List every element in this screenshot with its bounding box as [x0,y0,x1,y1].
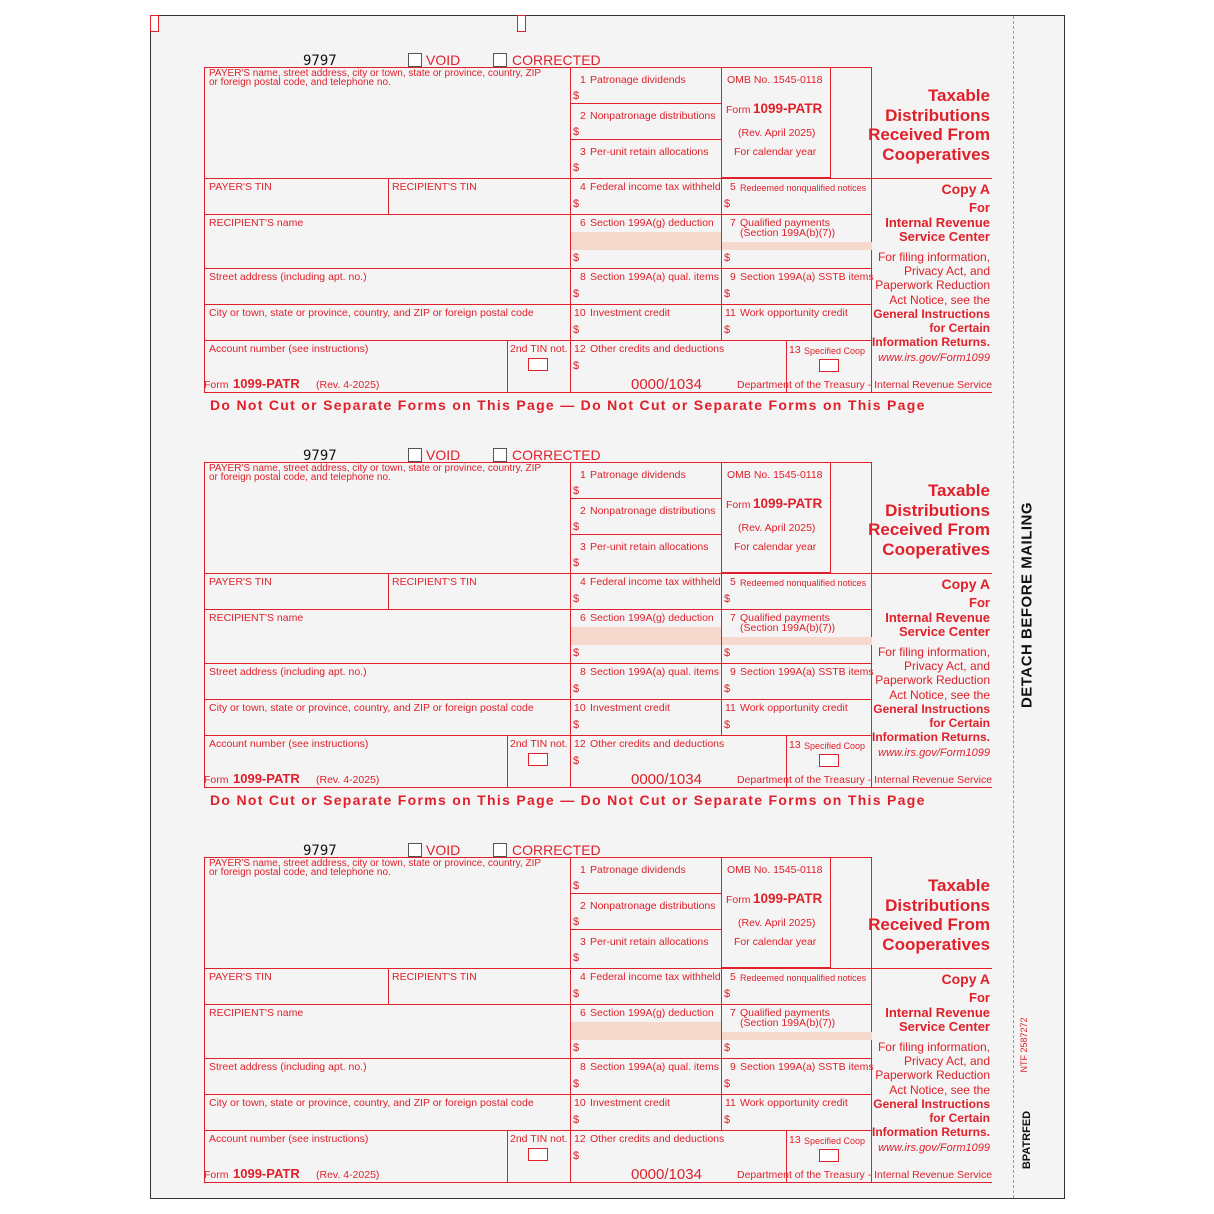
footer-code: 0000/1034 [631,1166,702,1183]
form-title: Taxable Distributions Received From Cooperatives [868,86,990,164]
box6-number: 6 [580,612,586,624]
box10-dollar[interactable]: $ [573,324,580,336]
void-label: VOID [426,447,461,463]
box13-checkbox[interactable] [819,359,839,372]
box11-label: Work opportunity credit [740,1097,848,1109]
box7-dollar[interactable]: $ [724,252,731,264]
box13-number: 13 [789,344,801,356]
footer-department: Department of the Treasury - Internal Revenue Service [737,774,993,786]
box6-number: 6 [580,1007,586,1019]
box10-number: 10 [574,702,586,714]
rev-date: (Rev. April 2025) [738,127,816,139]
box8-number: 8 [580,271,586,283]
footer-form-name: 1099-PATR [233,771,300,786]
box6-dollar[interactable]: $ [573,1042,580,1054]
form-code: BPATRFED [1021,1110,1033,1170]
calendar-year-label: For calendar year [734,146,817,158]
box8-dollar[interactable]: $ [573,683,580,695]
recipient-name-field[interactable] [206,1021,568,1057]
payer-tin-label: PAYER'S TIN [209,181,272,193]
street-address-label: Street address (including apt. no.) [209,271,367,283]
void-label: VOID [426,842,461,858]
box6-label: Section 199A(g) deduction [590,1007,714,1019]
footer-form-word: Form [204,1169,229,1181]
box13-checkbox[interactable] [819,1149,839,1162]
box2-number: 2 [580,110,586,122]
form-title: Taxable Distributions Received From Cooperatives [868,481,990,559]
box8-number: 8 [580,1061,586,1073]
box9-number: 9 [730,1061,736,1073]
footer-rev: (Rev. 4-2025) [316,379,380,391]
box7-number: 7 [730,1007,736,1019]
box3-number: 3 [580,541,586,553]
void-checkbox[interactable] [408,843,422,857]
box6-dollar[interactable]: $ [573,252,580,264]
box7-label: Qualified payments [740,1007,830,1019]
box9-number: 9 [730,271,736,283]
corrected-checkbox[interactable] [493,843,507,857]
city-field[interactable] [206,321,568,339]
box1-dollar[interactable]: $ [573,485,580,497]
box4-label: Federal income tax withheld [590,971,721,983]
footer-department: Department of the Treasury - Internal Revenue Service [737,379,993,391]
box7-label-2: (Section 199A(b)(7)) [740,227,836,239]
copy-a-panel: Copy A For Internal Revenue Service Center For filing information, Privacy Act, and Paperwork Reduction Act Notice, see the General Instructions for Certain Information Returns. www.irs.gov/Form1099 [872,971,991,1155]
footer-form-name: 1099-PATR [233,1166,300,1181]
payer-tin-field[interactable] [206,590,386,608]
payer-name-label: PAYER'S name, street address, city or town, state or province, country, ZIP [209,68,542,79]
box10-number: 10 [574,1097,586,1109]
void-checkbox[interactable] [408,53,422,67]
recipient-tin-label: RECIPIENT'S TIN [392,971,477,983]
copy-a-panel: Copy A For Internal Revenue Service Center For filing information, Privacy Act, and Paperwork Reduction Act Notice, see the General Instructions for Certain Information Returns. www.irs.gov/Form1099 [872,576,991,760]
box12-dollar[interactable]: $ [573,755,580,767]
copy-a-label: Copy A [941,181,990,197]
box11-dollar[interactable]: $ [724,719,731,731]
box7-label: Qualified payments [740,217,830,229]
box7-shading [722,242,872,250]
box2-dollar[interactable]: $ [573,916,580,928]
footer-rev: (Rev. 4-2025) [316,1169,380,1181]
form-number: 9797 [303,843,337,859]
box10-dollar[interactable]: $ [573,719,580,731]
box5-number: 5 [730,181,736,193]
box11-dollar[interactable]: $ [724,324,731,336]
recipient-name-field[interactable] [206,626,568,662]
box1-dollar[interactable]: $ [573,880,580,892]
recipient-name-field[interactable] [206,231,568,267]
box13-label: Specified Coop [804,741,866,751]
box10-number: 10 [574,307,586,319]
box2-label: Nonpatronage distributions [590,110,716,122]
form-copy-1 [0,15,1214,410]
street-address-field[interactable] [206,680,568,698]
payer-name-label-2: or foreign postal code, and telephone no. [209,472,391,483]
box1-label: Patronage dividends [590,74,686,86]
rev-date: (Rev. April 2025) [738,917,816,929]
box1-dollar[interactable]: $ [573,90,580,102]
box7-number: 7 [730,217,736,229]
void-checkbox[interactable] [408,448,422,462]
payer-tin-field[interactable] [206,985,386,1003]
box8-label: Section 199A(a) qual. items [590,271,719,283]
form-title: Taxable Distributions Received From Cooperatives [868,876,990,954]
box12-dollar[interactable]: $ [573,1150,580,1162]
box2-number: 2 [580,900,586,912]
box8-dollar[interactable]: $ [573,288,580,300]
box4-number: 4 [580,971,586,983]
form-name: 1099-PATR [753,496,823,511]
box2-dollar[interactable]: $ [573,521,580,533]
ntf-code: NTF 2587272 [1019,1017,1029,1073]
box10-dollar[interactable]: $ [573,1114,580,1126]
box6-shading [571,1022,721,1040]
form-name: 1099-PATR [753,101,823,116]
payer-name-field[interactable] [206,91,568,177]
recipient-name-label: RECIPIENT'S name [209,1007,304,1019]
copy-a-label: Copy A [941,971,990,987]
box13-label: Specified Coop [804,346,866,356]
city-field[interactable] [206,1111,568,1129]
form-number: 9797 [303,53,337,69]
box5-label: Redeemed nonqualified notices [740,973,867,983]
corrected-label: CORRECTED [512,52,601,68]
footer-form-name: 1099-PATR [233,376,300,391]
box6-shading [571,232,721,250]
city-label: City or town, state or province, country, and ZIP or foreign postal code [209,1097,534,1109]
recipient-tin-label: RECIPIENT'S TIN [392,181,477,193]
omb-number: OMB No. 1545-0118 [727,469,823,481]
box11-number: 11 [725,307,736,319]
box4-label: Federal income tax withheld [590,181,721,193]
box8-label: Section 199A(a) qual. items [590,1061,719,1073]
box1-label: Patronage dividends [590,469,686,481]
box6-label: Section 199A(g) deduction [590,217,714,229]
corrected-label: CORRECTED [512,447,601,463]
recipient-name-label: RECIPIENT'S name [209,612,304,624]
street-address-field[interactable] [206,285,568,303]
payer-name-field[interactable] [206,486,568,572]
footer-code: 0000/1034 [631,771,702,788]
payer-name-label: PAYER'S name, street address, city or town, state or province, country, ZIP [209,858,542,869]
corrected-checkbox[interactable] [493,448,507,462]
box9-dollar[interactable]: $ [724,1078,731,1090]
box4-number: 4 [580,181,586,193]
box12-number: 12 [574,343,586,355]
box12-label: Other credits and deductions [590,1133,725,1145]
recipient-tin-field[interactable] [390,195,568,213]
box3-label: Per-unit retain allocations [590,146,709,158]
omb-number: OMB No. 1545-0118 [727,74,823,86]
box7-dollar[interactable]: $ [724,647,731,659]
payer-name-label-2: or foreign postal code, and telephone no. [209,867,391,878]
box2-label: Nonpatronage distributions [590,505,716,517]
second-tin-checkbox[interactable] [528,358,548,371]
irs-url[interactable]: www.irs.gov/Form1099 [878,1142,990,1155]
box1-number: 1 [580,864,586,876]
recipient-tin-field[interactable] [390,985,568,1003]
form-copy-3 [0,805,1214,1200]
recipient-tin-label: RECIPIENT'S TIN [392,576,477,588]
box4-dollar[interactable]: $ [573,988,580,1000]
city-field[interactable] [206,716,568,734]
box6-dollar[interactable]: $ [573,647,580,659]
second-tin-label: 2nd TIN not. [510,738,568,750]
box11-number: 11 [725,702,736,714]
box4-dollar[interactable]: $ [573,593,580,605]
box11-label: Work opportunity credit [740,702,848,714]
box2-number: 2 [580,505,586,517]
form-word: Form [726,104,751,116]
form-name: 1099-PATR [753,891,823,906]
footer-code: 0000/1034 [631,376,702,393]
box1-label: Patronage dividends [590,864,686,876]
payer-name-label-2: or foreign postal code, and telephone no. [209,77,391,88]
box8-number: 8 [580,666,586,678]
copy-a-panel: Copy A For Internal Revenue Service Center For filing information, Privacy Act, and Paperwork Reduction Act Notice, see the General Instructions for Certain Information Returns. www.irs.gov/Form1099 [872,181,991,365]
box11-label: Work opportunity credit [740,307,848,319]
irs-url[interactable]: www.irs.gov/Form1099 [878,747,990,760]
box9-label: Section 199A(a) SSTB items [740,1061,874,1073]
street-address-label: Street address (including apt. no.) [209,666,367,678]
box12-label: Other credits and deductions [590,343,725,355]
box7-shading [722,637,872,645]
footer-form-word: Form [204,774,229,786]
box7-shading [722,1032,872,1040]
payer-name-label: PAYER'S name, street address, city or town, state or province, country, ZIP [209,463,542,474]
box2-label: Nonpatronage distributions [590,900,716,912]
box13-label: Specified Coop [804,1136,866,1146]
box3-label: Per-unit retain allocations [590,936,709,948]
box8-dollar[interactable]: $ [573,1078,580,1090]
box8-label: Section 199A(a) qual. items [590,666,719,678]
copy-a-label: Copy A [941,576,990,592]
box5-label: Redeemed nonqualified notices [740,578,867,588]
street-address-field[interactable] [206,1075,568,1093]
box13-checkbox[interactable] [819,754,839,767]
box13-number: 13 [789,1134,801,1146]
separator-text: Do Not Cut or Separate Forms on This Page — Do Not Cut or Separate Forms on This Page [210,397,926,413]
box5-number: 5 [730,576,736,588]
box7-dollar[interactable]: $ [724,1042,731,1054]
box5-dollar[interactable]: $ [724,988,731,1000]
recipient-name-label: RECIPIENT'S name [209,217,304,229]
box11-dollar[interactable]: $ [724,1114,731,1126]
box10-label: Investment credit [590,307,670,319]
box7-label-2: (Section 199A(b)(7)) [740,1017,836,1029]
box3-dollar[interactable]: $ [573,952,580,964]
box5-label: Redeemed nonqualified notices [740,183,867,193]
box12-number: 12 [574,1133,586,1145]
recipient-tin-field[interactable] [390,590,568,608]
box7-label-2: (Section 199A(b)(7)) [740,622,836,634]
detach-label: DETACH BEFORE MAILING [1018,501,1036,709]
box1-number: 1 [580,469,586,481]
form-word: Form [726,894,751,906]
box6-shading [571,627,721,645]
box6-number: 6 [580,217,586,229]
box9-label: Section 199A(a) SSTB items [740,271,874,283]
street-address-label: Street address (including apt. no.) [209,1061,367,1073]
corrected-label: CORRECTED [512,842,601,858]
separator-text: Do Not Cut or Separate Forms on This Page — Do Not Cut or Separate Forms on This Page [210,792,926,808]
box12-dollar[interactable]: $ [573,360,580,372]
box4-number: 4 [580,576,586,588]
box12-label: Other credits and deductions [590,738,725,750]
city-label: City or town, state or province, country, and ZIP or foreign postal code [209,702,534,714]
rev-date: (Rev. April 2025) [738,522,816,534]
box3-dollar[interactable]: $ [573,557,580,569]
box9-dollar[interactable]: $ [724,683,731,695]
footer-rev: (Rev. 4-2025) [316,774,380,786]
corrected-checkbox[interactable] [493,53,507,67]
box9-dollar[interactable]: $ [724,288,731,300]
irs-url[interactable]: www.irs.gov/Form1099 [878,352,990,365]
footer-department: Department of the Treasury - Internal Revenue Service [737,1169,993,1181]
box11-number: 11 [725,1097,736,1109]
omb-number: OMB No. 1545-0118 [727,864,823,876]
box1-number: 1 [580,74,586,86]
city-label: City or town, state or province, country, and ZIP or foreign postal code [209,307,534,319]
account-number-label: Account number (see instructions) [209,1133,369,1145]
box2-dollar[interactable]: $ [573,126,580,138]
second-tin-label: 2nd TIN not. [510,1133,568,1145]
account-number-label: Account number (see instructions) [209,343,369,355]
second-tin-label: 2nd TIN not. [510,343,568,355]
payer-tin-label: PAYER'S TIN [209,576,272,588]
box5-dollar[interactable]: $ [724,593,731,605]
second-tin-checkbox[interactable] [528,753,548,766]
payer-tin-label: PAYER'S TIN [209,971,272,983]
box7-number: 7 [730,612,736,624]
account-number-label: Account number (see instructions) [209,738,369,750]
box9-label: Section 199A(a) SSTB items [740,666,874,678]
box7-label: Qualified payments [740,612,830,624]
box3-dollar[interactable]: $ [573,162,580,174]
payer-tin-field[interactable] [206,195,386,213]
box3-number: 3 [580,936,586,948]
form-copy-2 [0,410,1214,805]
second-tin-checkbox[interactable] [528,1148,548,1161]
box9-number: 9 [730,666,736,678]
box4-dollar[interactable]: $ [573,198,580,210]
calendar-year-label: For calendar year [734,936,817,948]
box4-label: Federal income tax withheld [590,576,721,588]
payer-name-field[interactable] [206,881,568,967]
calendar-year-label: For calendar year [734,541,817,553]
box10-label: Investment credit [590,1097,670,1109]
box12-number: 12 [574,738,586,750]
box10-label: Investment credit [590,702,670,714]
box5-dollar[interactable]: $ [724,198,731,210]
form-number: 9797 [303,448,337,464]
box3-number: 3 [580,146,586,158]
box6-label: Section 199A(g) deduction [590,612,714,624]
box5-number: 5 [730,971,736,983]
form-word: Form [726,499,751,511]
footer-form-word: Form [204,379,229,391]
box3-label: Per-unit retain allocations [590,541,709,553]
void-label: VOID [426,52,461,68]
box13-number: 13 [789,739,801,751]
